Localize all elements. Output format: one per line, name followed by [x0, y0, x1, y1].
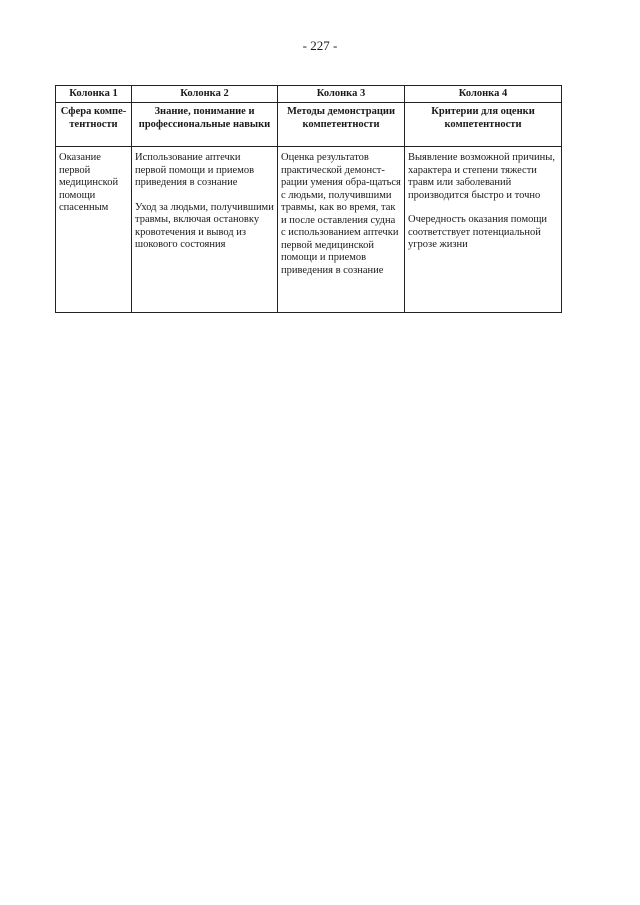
cell-knowledge-skills	[132, 147, 278, 313]
header-knowledge-skills: Знание, понимание и профессиональные навыки	[132, 103, 278, 147]
cell-evaluation-criteria	[405, 147, 562, 313]
column-number-4: Колонка 4	[405, 86, 562, 103]
header-competence-sphere: Сфера компе-тентности	[56, 103, 132, 147]
header-evaluation-criteria: Критерии для оценки компетентности	[405, 103, 562, 147]
cell-competence-sphere	[56, 147, 132, 313]
table-row	[56, 147, 562, 313]
cell-paragraph: Уход за людьми, получившими травмы, включая остановку кровотечения и вывод из шокового состояния	[135, 201, 274, 250]
cell-paragraph: Оказание первой медицинской помощи спасенным	[59, 152, 119, 213]
competence-table	[55, 85, 562, 313]
page-number: - 227 -	[302, 38, 338, 53]
cell-paragraph: Выявление возможной причины, характера и степени тяжести травм или заболеваний производится быстро и точно	[408, 152, 555, 201]
header-row	[56, 103, 562, 147]
column-number-3: Колонка 3	[278, 86, 405, 103]
cell-demonstration-methods	[278, 147, 405, 313]
header-demonstration-methods: Методы демонстрации компетентности	[278, 103, 405, 147]
cell-paragraph: Очередность оказания помощи соответствует потенциальной угрозе жизни	[408, 214, 548, 250]
cell-paragraph: Оценка результатов практической демонст-рации умения обра-щаться с людьми, получившими травмы, как во время, так и после оставления судна с использованием аптечки первой медицинской помощи и приемов приведения в сознание	[281, 152, 401, 276]
column-number-2: Колонка 2	[132, 86, 278, 103]
column-number-row	[56, 86, 562, 103]
column-number-1: Колонка 1	[56, 86, 132, 103]
cell-paragraph: Использование аптечки первой помощи и приемов приведения в сознание	[135, 152, 255, 188]
